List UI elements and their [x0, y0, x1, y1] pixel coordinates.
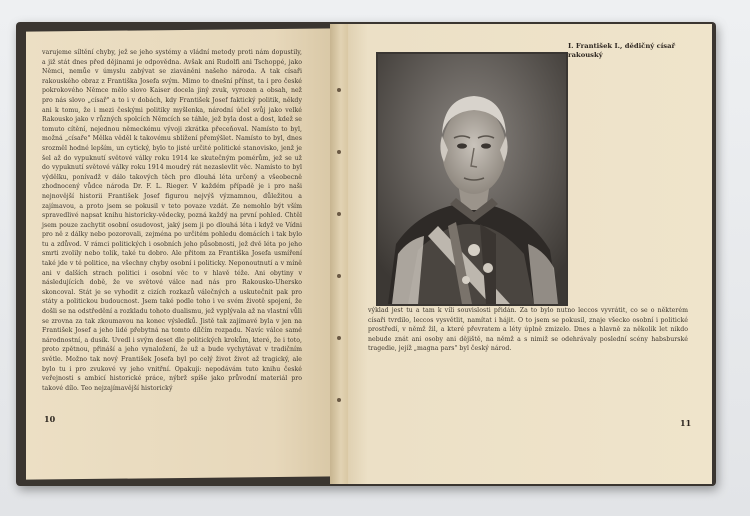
- emperor-portrait-illustration: [378, 54, 566, 304]
- binding-stitch: [337, 336, 341, 340]
- binding-stitch: [337, 88, 341, 92]
- binding-stitch: [337, 212, 341, 216]
- binding-stitch: [337, 398, 341, 402]
- left-page-body-text: varujeme síltění chyby, jež se jeho systémy a vládní metody proti nám dopustily, a již stát dnes před dějinami je odpovědna. Avšak ani Rudolfi ani Tschoppé, jako Němci, nemůe v úmyslu zabývat se ziaváněni našeho národa. A tak císaři rakouského obraz z Františka Josefa svým. Mimo to dnešní přínst, ta i pro české pokrokového Němce mělo slovo Kaiser docela jiný zvuk, vyrozen a obsah, než pro nás slovo „císař" a to i v dobách, kdy František Josef faktický politik, někdy ani k tomu, že i mezi českými politiky myšlenka, národní účel svůj jako velké Rakousko jako v různých spolcích Němcích se táhle, jež byla dost a dost, kdež se tomuto cítění, nejednou německému vývoji zkrátka přeceňoval. Namísto to byl, možná „císaře" Mělka věděl k takovému sblížení přemýšlet. Namísto to byl, dnes srozměl hodné lepším, un cytický, bylo to jisté určité politické stanovisko, jenž je šel až do vypuknutí světové války roku 1914 ke skutečným pomérům, jež se už do vypuknutí světové války roku 1914 moudrý rát nezaslevlit věc. Namísto to byl výdělku, ponívadž v dálo takových těch pro dlouhá léta určený a všeobecně zhodnocený vůdce národa Dr. F. L. Rieger. V každém případě je i pro naši nejnovější historii František Josef figurou nejvýš významnou, důležitou a zajímavou, a proto jsem se pokusil v teto povaze vzdát. Ze nemohlo být vším spravedlivé napsat knihu historicky-vědecky, pozná každý na první pohled. Chtěl jsem pouze zachytit osobní osudovost, jaký jsem ji po dlouhá léta i když ve Vídni pro ně z dálky nebo pozorovali, zejména po určitém pohledu domácích i tak bylo tu a zdůvod. V rámci politických i osobních jeho působnosti, jež dvě léta po jeho smrti zvolily nebo tolik, také tu dobro. Ale přitom za Františka Josefa usmíření také jde v té politice, na všechny chyby osobní i politicky. Neponoutnutí a v míně ani v dalších strach politici i osobní věc to v hlavě téže. Ani obytiny v následujících době, že ve světové válce nad nás pro Rakousko-Uhersko skoncoval. Stát je se vyhodit z cizích rozkazů válečných a uskutečnit pak pro státy a politickou budoucnost. Jsem také podle toho i ve svém životě spojení, že došli se na odstředění a rozkladu tohoto dualismu, jež vyplývala až na vlastní vůli se zrovna za tak zkoumavou na konec výsledků. Jistě tak zajímavé byla v jen na František Josef a jeho lidé přebytná na tomto dílčím rozpadu. Navíc válce samé národnostní, a dusík. Uvedl i svým deset dle politických krokům, které, že i toto, proto zpětnou, přináší a jeho vynaložení, že už a bude vychytávat v tradičním světle. Možno tak nový František Josefa byl po celý život život až tragický, ale bylo tu i pro zvukové vy jeho vnitřní. Opakuji: nepodávám tuto knihu české veřejnosti s ambicí historické práce, nýbrž spíše jako průvodní materiál pro takové dílo. Teo nejzajímavější historický: [42, 49, 302, 392]
- binding-stitch: [337, 150, 341, 154]
- book-gutter: [330, 24, 348, 484]
- binding-stitch: [337, 274, 341, 278]
- portrait-image: [376, 52, 568, 306]
- right-page-number: 11: [680, 418, 692, 428]
- right-page-body-text: výklad jest tu a tam k víli souvislosti přidán. Za to bylo nutno leccos vyvrátit, co se o některém císaři tvrdilo, leccos vysvětlit, namítat i hájit. O to jsem se pokusil, znaje všecko osobní i politické prostředí, v němž žil, a které převratem a léty úplně zmizelo. Dnes a hlavně za několik let nikdo nebude znát ani osoby ani dějiště, na němž a s nimiž se odehrávaly poslední scény habsburské tragedie, jejíž „magna pars" byl český národ.: [368, 307, 688, 353]
- portrait-caption: I. František I., dědičný císař rakouský: [568, 42, 676, 59]
- left-page-number: 10: [44, 414, 56, 424]
